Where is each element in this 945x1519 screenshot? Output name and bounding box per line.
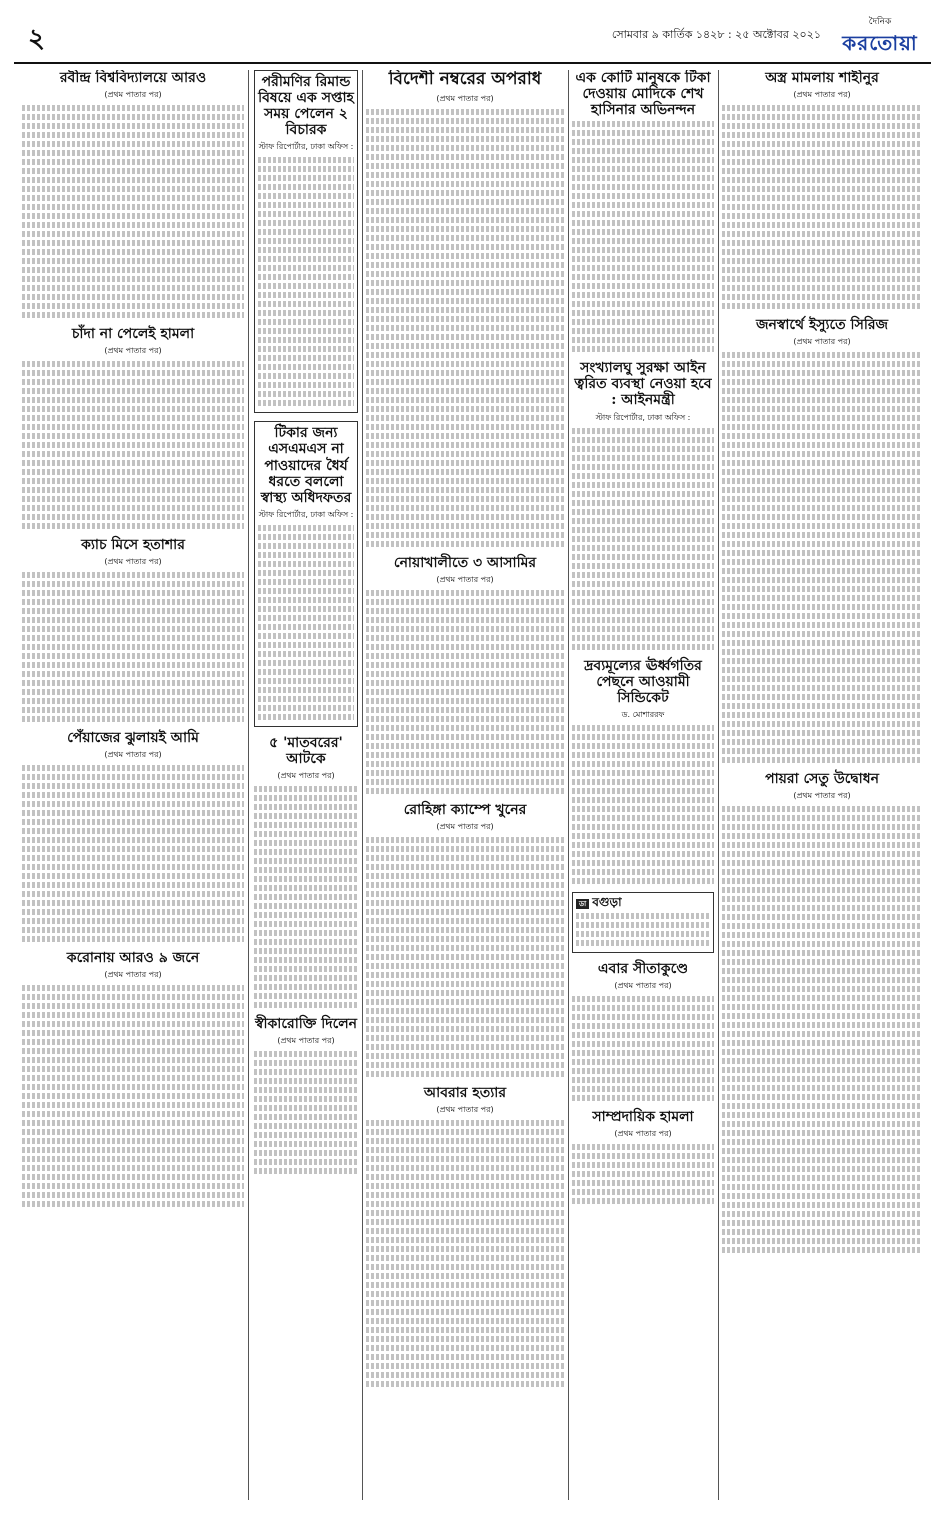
article xyxy=(366,802,564,1077)
article-body xyxy=(22,572,244,722)
article-headline-text: বগুড়া xyxy=(592,894,622,909)
article-headline: এবার সীতাকুণ্ডে xyxy=(597,960,689,977)
article xyxy=(22,537,244,722)
article-body xyxy=(254,786,358,1008)
article-kicker: (প্রথম পাতার পর) xyxy=(614,1128,672,1138)
article xyxy=(22,950,244,1207)
article-body xyxy=(722,806,922,1253)
article-body xyxy=(22,105,244,318)
article-body xyxy=(572,428,714,650)
article-body xyxy=(366,109,564,547)
logo-small-text: দৈনিক xyxy=(868,17,892,27)
column-rule xyxy=(248,70,249,1500)
column-4 xyxy=(572,70,714,1212)
column-3 xyxy=(366,70,564,1395)
article-headline: অস্ত্র মামলায় শাহীনুর xyxy=(765,70,879,86)
column-5 xyxy=(722,70,922,1261)
article-headline: পরীমণির রিমান্ড বিষয়ে এক সপ্তাহ সময় পেলেন ২ বিচারক xyxy=(258,74,354,139)
article xyxy=(22,326,244,529)
article-kicker: (প্রথম পাতার পর) xyxy=(436,821,494,831)
article-kicker: (প্রথম পাতার পর) xyxy=(436,574,494,584)
section-tag: ডা xyxy=(576,899,589,909)
article xyxy=(254,70,358,413)
article xyxy=(366,70,564,547)
article-kicker: (প্রথম পাতার পর) xyxy=(436,1104,494,1114)
article-kicker: (প্রথম পাতার পর) xyxy=(793,90,851,100)
article-headline: স্বীকারোক্তি দিলেন xyxy=(254,1016,358,1033)
article-headline: পেঁয়াজের ঝুলায়ই আমি xyxy=(67,730,199,747)
article-headline: আবরার হত্যার xyxy=(423,1084,507,1101)
article-body xyxy=(572,121,714,352)
article-headline: করোনায় আরও ৯ জনে xyxy=(66,950,200,967)
article-body xyxy=(258,157,354,406)
column-1 xyxy=(22,70,244,1215)
article-kicker: (প্রথম পাতার পর) xyxy=(436,93,494,103)
article-headline xyxy=(576,896,710,910)
article xyxy=(572,892,714,953)
page-number: ২ xyxy=(28,24,45,54)
article-body xyxy=(22,985,244,1207)
article-kicker: (প্রথম পাতার পর) xyxy=(104,346,162,356)
article xyxy=(722,70,922,309)
article-body xyxy=(572,1144,714,1204)
article-body xyxy=(572,996,714,1101)
article xyxy=(22,730,244,942)
article xyxy=(572,658,714,884)
article-kicker: (প্রথম পাতার পর) xyxy=(614,980,672,990)
article-kicker: (প্রথম পাতার পর) xyxy=(793,791,851,801)
article-byline: স্টাফ রিপোর্টার, ঢাকা অফিস : xyxy=(595,412,691,422)
article-byline: স্টাফ রিপোর্টার, ঢাকা অফিস : xyxy=(258,509,354,519)
article-headline: চাঁদা না পেলেই হামলা xyxy=(71,326,195,343)
column-rule xyxy=(362,70,363,1500)
article-body xyxy=(366,590,564,794)
article-headline: জনস্বার্থে ইস্যুতে সিরিজ xyxy=(755,317,889,334)
article xyxy=(572,70,714,352)
article-body xyxy=(22,765,244,942)
article-headline: দ্রব্যমূল্যের ঊর্ধ্বগতির পেছনে আওয়ামী সিন্ডিকেট xyxy=(584,657,702,706)
article-headline: রবীন্দ্র বিশ্ববিদ্যালয়ে আরও xyxy=(59,70,207,86)
article-byline: ড. মোশাররফ xyxy=(621,709,665,719)
article-body xyxy=(722,105,922,309)
article-headline: ৫ 'মাতবরের' আটকে xyxy=(269,734,343,767)
article xyxy=(572,961,714,1101)
article xyxy=(722,317,922,763)
article-kicker: (প্রথম পাতার পর) xyxy=(277,1036,335,1046)
logo-title: করতোয়া xyxy=(842,31,918,55)
article-headline: রোহিঙ্গা ক্যাম্পে খুনের xyxy=(403,801,527,818)
article-headline: পায়রা সেতু উদ্বোধন xyxy=(765,771,879,788)
column-rule xyxy=(568,70,569,1500)
article-headline: সংখ্যালঘু সুরক্ষা আইন ত্বরিত ব্যবস্থা নেওয়া হবে : আইনমন্ত্রী xyxy=(574,360,712,409)
article-kicker: (প্রথম পাতার পর) xyxy=(104,750,162,760)
article xyxy=(366,555,564,794)
article xyxy=(722,771,922,1253)
article xyxy=(22,70,244,318)
date-line: সোমবার ৯ কার্তিক ১৪২৮ : ২৫ অক্টোবর ২০২১ xyxy=(611,28,821,41)
article-body xyxy=(254,1051,358,1174)
article-body xyxy=(576,913,710,946)
article xyxy=(254,421,358,726)
article-headline: টিকার জন্য এসএমএস না পাওয়াদের ধৈর্য ধরতে বললো স্বাস্থ্য অধিদফতর xyxy=(260,425,352,506)
article-kicker: (প্রথম পাতার পর) xyxy=(104,970,162,980)
article-kicker: (প্রথম পাতার পর) xyxy=(104,90,162,100)
article-body xyxy=(572,725,714,884)
column-rule xyxy=(718,70,719,1500)
article-headline: সাম্প্রদায়িক হামলা xyxy=(592,1108,694,1125)
article xyxy=(572,360,714,649)
masthead xyxy=(14,8,931,64)
article-headline: বিদেশী নম্বরের অপরাধ xyxy=(388,70,542,89)
article xyxy=(254,1016,358,1174)
article-headline: ক্যাচ মিসে হতাশার xyxy=(81,537,185,554)
article-byline: স্টাফ রিপোর্টার, ঢাকা অফিস : xyxy=(258,142,354,152)
article-kicker: (প্রথম পাতার পর) xyxy=(793,337,851,347)
article-body xyxy=(722,352,922,763)
article-headline: এক কোটি মানুষকে টিকা দেওয়ায় মোদিকে শেখ হাসিনার অভিনন্দন xyxy=(575,70,711,119)
article xyxy=(572,1109,714,1204)
column-2 xyxy=(254,70,358,1182)
article-kicker: (প্রথম পাতার পর) xyxy=(277,771,335,781)
article-body xyxy=(258,525,354,720)
newspaper-logo xyxy=(829,14,931,55)
article-body xyxy=(22,361,244,529)
article-body xyxy=(366,1120,564,1387)
article xyxy=(366,1085,564,1387)
article-kicker: (প্রথম পাতার পর) xyxy=(104,557,162,567)
article-headline: নোয়াখালীতে ৩ আসামির xyxy=(393,554,537,571)
article xyxy=(254,735,358,1008)
article-body xyxy=(366,837,564,1077)
